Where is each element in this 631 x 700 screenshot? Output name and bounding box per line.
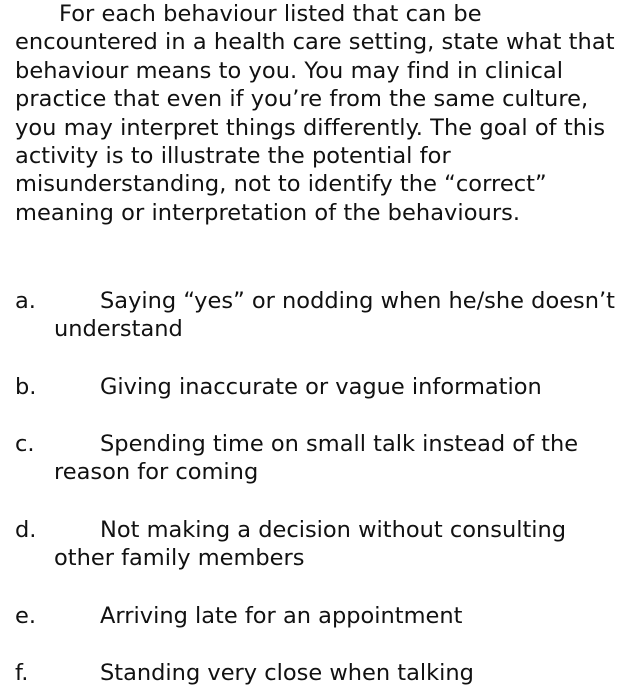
list-item (15, 373, 625, 401)
item-text: Saying “yes” or nodding when he/she doesn’t understand (54, 288, 616, 343)
item-letter: c. (15, 431, 35, 457)
list-item (15, 287, 625, 344)
list-item (15, 602, 625, 630)
item-letter: f. (15, 660, 29, 686)
list-item (15, 659, 625, 687)
item-letter: a. (15, 288, 36, 314)
instructions-paragraph: For each behaviour listed that can be encountered in a health care setting, state what that behaviour means to you. You may find in clinical practice that even if you’re from the same culture, you may interpret things differently. The goal of this activity is to illustrate the potential for misunderstanding, not to identify the “correct” meaning or interpretation of the behaviours. (15, 1, 615, 226)
item-text: Not making a decision without consulting other family members (54, 517, 567, 572)
list-item (15, 430, 625, 487)
item-text: Spending time on small talk instead of the reason for coming (54, 431, 579, 486)
item-letter: d. (15, 517, 37, 543)
item-text: Standing very close when talking (100, 660, 474, 686)
list-item (15, 516, 625, 573)
item-text: Arriving late for an appointment (100, 603, 463, 629)
item-letter: b. (15, 374, 37, 400)
item-text: Giving inaccurate or vague information (100, 374, 542, 400)
item-letter: e. (15, 603, 36, 629)
